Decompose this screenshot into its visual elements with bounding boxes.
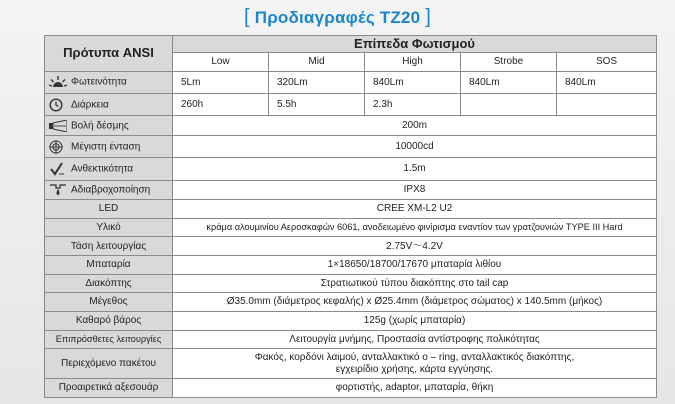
size-value: Ø35.0mm (διάμετρος κεφαλής) x Ø25.4mm (διάμετρος σώματος) x 140.5mm (μήκος) [173,293,657,312]
title-bracket-left: [ [244,6,250,28]
package-line-2: εγχειρίδιο χρήσης, κάρτα εγγύησης. [335,363,494,375]
lumens-sos: 840Lm [557,71,657,93]
table-row-package [45,349,657,379]
table-row-size [45,293,657,312]
table-row-waterproof [45,180,657,200]
lumens-mid: 320Lm [269,71,365,93]
level-mid: Mid [269,53,365,72]
package-value [173,349,657,379]
beam-icon [49,120,71,132]
intensity-value: 10000cd [173,135,657,157]
switch-value: Στρατιωτικού τύπου διακόπτης στο tail cap [173,274,657,293]
runtime-high: 2.3h [365,93,461,115]
impact-icon [49,162,71,176]
table-row-switch [45,274,657,293]
runtime-sos [557,93,657,115]
runtime-strobe [461,93,557,115]
clock-icon [49,98,71,112]
level-low: Low [173,53,269,72]
table-row-led [45,200,657,219]
table-row-voltage [45,237,657,256]
table-header-row [45,36,657,53]
level-strobe: Strobe [461,53,557,72]
title-text: Προδιαγραφές TZ20 [254,8,421,27]
size-label: Μέγεθος [45,293,173,312]
lumens-strobe: 840Lm [461,71,557,93]
page-title [0,6,675,29]
impact-label-cell: Ανθεκτικότητα [45,158,173,180]
led-value: CREE XM-L2 U2 [173,200,657,219]
droplet-icon [49,184,71,196]
impact-value: 1.5m [173,158,657,180]
sun-icon [49,75,71,89]
beam-label-cell: Βολή δέσμης [45,116,173,136]
voltage-value: 2.75V～4.2V [173,237,657,256]
table-row-battery [45,256,657,275]
led-label: LED [45,200,173,219]
waterproof-value: IPX8 [173,180,657,200]
voltage-label: Τάση λειτουργίας [45,237,173,256]
table-row-runtime [45,93,657,115]
table-row-lumens [45,71,657,93]
weight-label: Καθαρό βάρος [45,311,173,330]
spec-table [44,35,657,398]
table-row-intensity [45,135,657,157]
material-value: κράμα αλουμινίου Αεροσκαφών 6061, ανοδειωμένο φινίρισμα εναντίον των γρατζουνιών TYPE III Hard [173,218,657,237]
target-icon [49,140,71,154]
lumens-high: 840Lm [365,71,461,93]
lumens-low: 5Lm [173,71,269,93]
weight-value: 125g (χωρίς μπαταρία) [173,311,657,330]
package-label: Περιεχόμενο πακέτου [45,349,173,379]
features-value: Λειτουργία μνήμης, Προστασία αντίστροφης πολικότητας [173,330,657,349]
table-row-beam [45,116,657,136]
battery-value: 1×18650/18700/17670 μπαταρία λιθίου [173,256,657,275]
levels-header: Επίπεδα Φωτισμού [173,36,657,53]
runtime-mid: 5.5h [269,93,365,115]
waterproof-label-cell: Αδιαβροχοποίηση [45,180,173,200]
material-label: Υλικό [45,218,173,237]
accessories-label: Προαιρετικά αξεσουάρ [45,379,173,398]
level-sos: SOS [557,53,657,72]
runtime-low: 260h [173,93,269,115]
table-row-impact [45,158,657,180]
runtime-label-cell: Διάρκεια [45,93,173,115]
features-label: Επιπρόσθετες λειτουργίες [45,330,173,349]
intensity-label-cell: Μέγιστη ένταση [45,135,173,157]
accessories-value: φορτιστής, adaptor, μπαταρία, θήκη [173,379,657,398]
beam-value: 200m [173,116,657,136]
level-high: High [365,53,461,72]
switch-label: Διακόπτης [45,274,173,293]
table-row-weight [45,311,657,330]
lumens-label-cell: Φωτεινότητα [45,71,173,93]
table-row-features [45,330,657,349]
title-bracket-right: ] [425,6,431,28]
battery-label: Μπαταρία [45,256,173,275]
ansi-header: Πρότυπα ANSI [45,36,173,72]
package-line-1: Φακός, κορδόνι λαιμού, ανταλλακτικό ο – ring, ανταλλακτικός διακόπτης, [254,352,575,364]
table-row-accessories [45,379,657,398]
table-row-material [45,218,657,237]
